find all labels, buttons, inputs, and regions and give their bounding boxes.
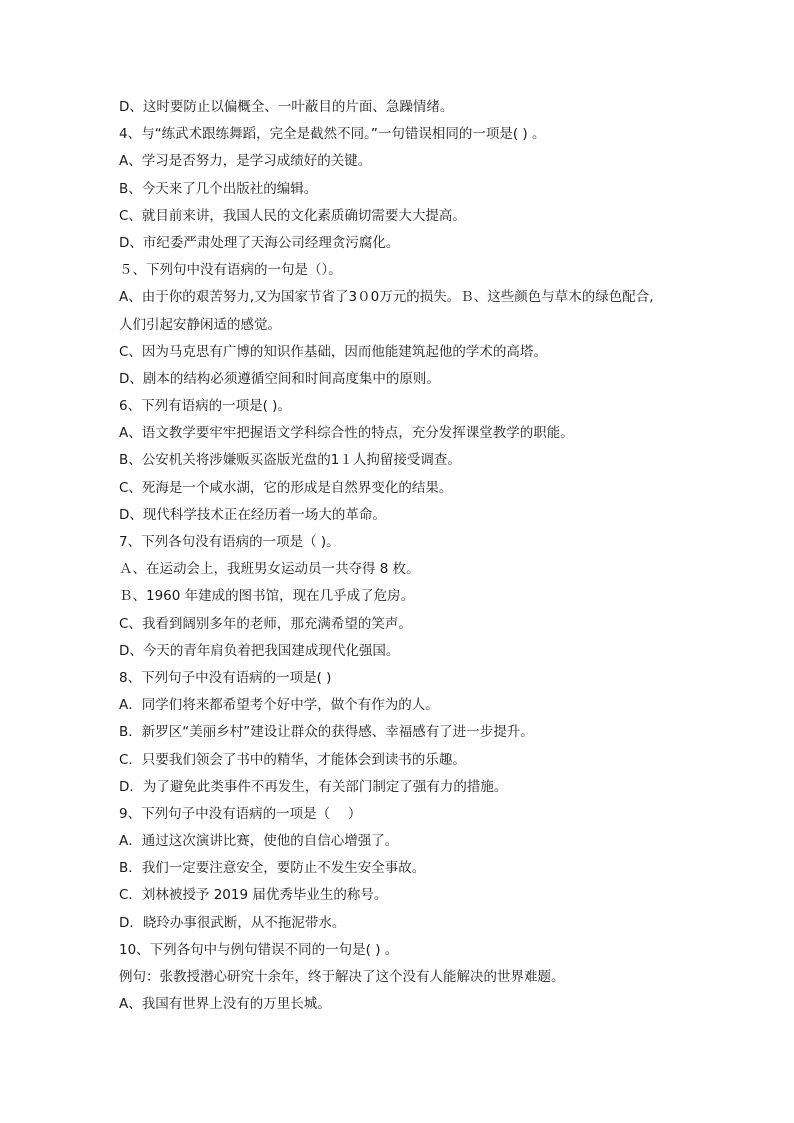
text-line: D、这时要防止以偏概全、一叶蔽目的片面、急躁情绪。 <box>119 99 454 115</box>
text-line: D．晓玲办事很武断，从不拖泥带水。 <box>119 914 346 931</box>
question-6-stem: 6、下列有语病的一项是( )。 <box>119 398 291 415</box>
text-line: D、剧本的结构必须遵循空间和时间高度集中的原则。 <box>119 370 440 387</box>
question-5-stem: ５、下列句中没有语病的一句是（）。 <box>119 262 342 279</box>
text-line: D、市纪委严肃处理了天海公司经理贪污腐化。 <box>119 234 400 251</box>
example-sentence: 例句：张教授潜心研究十余年，终于解决了这个没有人能解决的世界难题。 <box>119 969 565 985</box>
question-9-stem: 9、下列句子中没有语病的一项是（ ） <box>119 805 362 822</box>
text-line: B．新罗区“美丽乡村”建设让群众的获得感、幸福感有了进一步提升。 <box>119 724 534 741</box>
text-line: B、今天来了几个出版社的编辑。 <box>119 180 318 197</box>
text-line: A、我国有世界上没有的万里长城。 <box>119 996 331 1013</box>
text-line: B、公安机关将涉嫌贩买盗版光盘的1１人拘留接受调查。 <box>119 452 461 469</box>
text-line: A．通过这次演讲比赛，使他的自信心增强了。 <box>119 833 399 850</box>
text-line: A、由于你的艰苦努力,又为国家节省了3０0万元的损失。Ｂ、这些颜色与草木的绿色配合, <box>119 289 654 306</box>
document-body <box>119 94 679 1018</box>
text-line: B．我们一定要注意安全，要防止不发生安全事故。 <box>119 860 426 877</box>
text-line: 人们引起安静闲适的感觉。 <box>119 316 281 333</box>
text-line: C、死海是一个咸水湖，它的形成是自然界变化的结果。 <box>119 479 453 496</box>
text-line: A．同学们将来都希望考个好中学，做个有作为的人。 <box>119 697 439 714</box>
text-line: C、就目前来讲，我国人民的文化素质确切需要大大提高。 <box>119 207 466 224</box>
text-line: A、学习是否努力，是学习成绩好的关键。 <box>119 153 372 170</box>
question-10-stem: 10、下列各句中与例句错误不同的一句是( ) 。 <box>119 941 399 958</box>
text-line: C．只要我们领会了书中的精华，才能体会到读书的乐趣。 <box>119 751 466 768</box>
question-7-stem: 7、下列各句没有语病的一项是（ )。 <box>119 534 340 550</box>
text-line: D、今天的青年肩负着把我国建成现代化强国。 <box>119 642 400 659</box>
text-line: D．为了避免此类事件不再发生，有关部门制定了强有力的措施。 <box>119 778 508 795</box>
text-line: C、我看到阔别多年的老师，那充满希望的笑声。 <box>119 615 412 632</box>
text-line: Ｂ、1960 年建成的图书馆，现在几乎成了危房。 <box>119 588 415 605</box>
text-line: A、语文教学要牢牢把握语文学科综合性的特点，充分发挥课堂教学的职能。 <box>119 425 574 442</box>
text-line: D、现代科学技术正在经历着一场大的革命。 <box>119 506 386 523</box>
question-4-stem: 4、与“练武术跟练舞蹈，完全是截然不同。”一句错误相同的一项是( ) 。 <box>119 126 546 143</box>
text-line: C．刘林被授予 2019 届优秀毕业生的称号。 <box>119 887 388 904</box>
question-8-stem: 8、下列句子中没有语病的一项是( ) <box>119 669 332 686</box>
text-line: C、因为马克思有广博的知识作基础，因而他能建筑起他的学术的高塔。 <box>119 343 547 360</box>
text-line: Ａ、在运动会上，我班男女运动员一共夺得 8 枚。 <box>119 561 420 578</box>
